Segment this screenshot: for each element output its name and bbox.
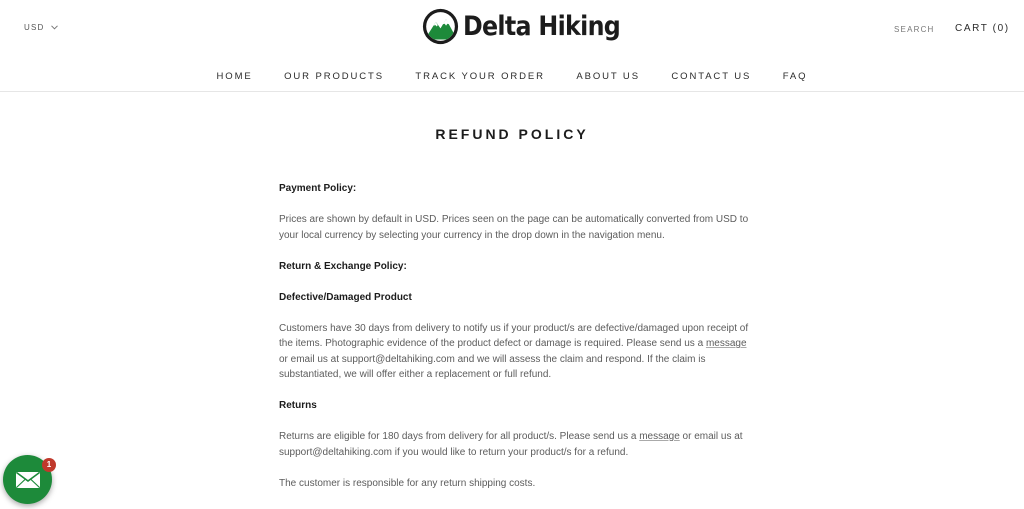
returns-text-part2: or email us at support@deltahiking.com if you would like to return your product/s for a refund. [279,431,743,458]
site-header [0,0,1024,92]
defective-text-part2: or email us at support@deltahiking.com and we will assess the claim and respond. If the claim is substantiated, we will offer either a replacement or full refund. [279,353,706,380]
returns-text [279,429,749,460]
nav-item-contact-us[interactable]: CONTACT US [671,71,752,82]
nav-item-faq[interactable]: FAQ [782,71,808,82]
chat-notification-badge: 1 [42,458,56,472]
return-exchange-heading: Return & Exchange Policy: [279,260,407,272]
policy-content [279,181,749,507]
returns-heading: Returns [279,400,317,411]
nav-item-our-products[interactable]: OUR PRODUCTS [284,71,384,82]
page-title: REFUND POLICY [435,126,589,142]
defective-message-link[interactable]: message [705,338,747,349]
mountain-logo-icon [422,8,459,45]
nav-item-about-us[interactable]: ABOUT US [576,71,640,82]
currency-selector[interactable] [24,23,58,32]
nav-item-track-your-order[interactable]: TRACK YOUR ORDER [415,71,545,82]
currency-label: USD [24,23,45,32]
envelope-icon [15,471,41,489]
defective-text-part1: Customers have 30 days from delivery to notify us if your product/s are defective/damaged upon receipt of the items. Photographic evidence of the product defect or damage is required. Please send us a [279,322,749,349]
payment-policy-heading: Payment Policy: [279,183,357,194]
main-nav [0,66,1024,84]
chevron-down-icon [51,25,58,30]
payment-policy-text: Prices are shown by default in USD. Prices seen on the page can be automatically converted from USD to your local currency by selecting your currency in the drop down in the navigation menu. [279,214,749,241]
cart-link[interactable]: CART (0) [955,23,1010,34]
shipping-cost-text: The customer is responsible for any return shipping costs. [279,477,536,489]
nav-item-home[interactable]: HOME [216,71,253,82]
site-logo[interactable] [422,8,642,45]
defective-text [279,321,749,383]
defective-heading: Defective/Damaged Product [279,291,412,303]
search-link[interactable]: SEARCH [894,25,935,34]
logo-text: Delta Hiking [463,11,621,42]
returns-text-part1: Returns are eligible for 180 days from delivery for all product/s. Please send us a [279,431,640,442]
returns-message-link[interactable]: message [639,431,680,442]
